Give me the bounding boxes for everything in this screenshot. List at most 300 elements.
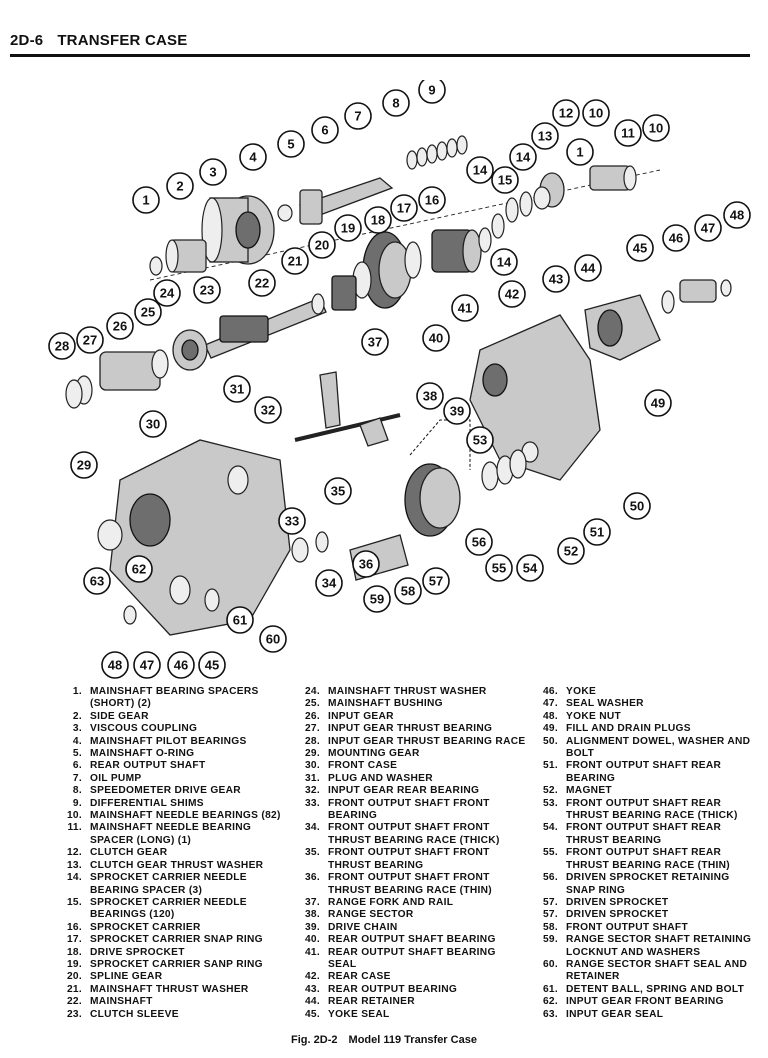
- part-description: RANGE SECTOR SHAFT SEAL AND: [566, 958, 748, 970]
- parts-list-entry: [294, 885, 544, 897]
- callout-label: 20: [314, 237, 330, 253]
- callout-label: 10: [648, 120, 664, 136]
- spacer-drawing: [150, 257, 162, 275]
- callout-label: 56: [471, 534, 487, 550]
- callout-label: 46: [668, 230, 684, 246]
- rear-retainer-drawing: [585, 280, 731, 360]
- parts-list-entry: [294, 711, 544, 723]
- callout-38: [417, 383, 443, 409]
- part-number: 26.: [304, 710, 320, 722]
- callout-label: 10: [588, 105, 604, 121]
- part-number: 45.: [304, 1008, 320, 1020]
- callout-53: [467, 427, 493, 453]
- part-description: SPROCKET CARRIER: [90, 921, 201, 933]
- spline-gear-drawing: [332, 276, 356, 310]
- callout-54: [517, 555, 543, 581]
- callout-34: [316, 570, 342, 596]
- parts-list-entry: [294, 996, 544, 1008]
- part-number: 40.: [304, 934, 320, 946]
- callout-29: [71, 452, 97, 478]
- parts-list-entry: [294, 872, 544, 884]
- callout-15: [492, 167, 518, 193]
- part-description: RETAINER: [566, 971, 620, 983]
- part-number: 38.: [304, 909, 320, 921]
- callout-45: [627, 235, 653, 261]
- parts-list-entry: [522, 947, 762, 959]
- parts-list-entry: [36, 785, 282, 797]
- callout-47: [695, 215, 721, 241]
- part-description: RANGE SECTOR: [328, 909, 414, 921]
- part-number: 1.: [72, 686, 82, 697]
- part-description: THRUST BEARING RACE (THIN): [566, 859, 730, 871]
- parts-list-entry: [294, 922, 544, 934]
- part-description: DRIVEN SPROCKET RETAINING: [566, 872, 730, 884]
- part-description: PLUG AND WASHER: [328, 772, 433, 784]
- part-description: SPROCKET CARRIER NEEDLE: [90, 872, 247, 884]
- parts-list-entry: [522, 922, 762, 934]
- parts-list-entry: [522, 785, 762, 797]
- parts-list-entry: [522, 723, 762, 735]
- callout-41: [452, 295, 478, 321]
- part-description: FRONT OUTPUT SHAFT FRONT: [328, 822, 490, 834]
- part-description: DRIVE SPROCKET: [90, 946, 185, 958]
- callout-label: 35: [330, 483, 346, 499]
- part-description: FRONT OUTPUT SHAFT: [566, 921, 688, 933]
- callout-label: 8: [392, 95, 400, 111]
- callout-label: 39: [449, 403, 465, 419]
- part-description: FRONT OUTPUT SHAFT REAR: [566, 822, 722, 834]
- callout-5: [278, 131, 304, 157]
- parts-list-entry: [522, 860, 762, 872]
- parts-list-entry: [36, 984, 282, 996]
- callout-label: 61: [232, 612, 248, 628]
- callout-37: [362, 329, 388, 355]
- callout-24: [154, 280, 180, 306]
- part-description: MAINSHAFT NEEDLE BEARING: [90, 822, 252, 834]
- parts-list-entry: [294, 959, 544, 971]
- part-number: 3.: [72, 723, 82, 735]
- part-number: 8.: [72, 785, 82, 797]
- callout-label: 3: [209, 164, 217, 180]
- callout-label: 46: [173, 657, 189, 673]
- callout-label: 28: [54, 338, 70, 354]
- callout-35: [325, 478, 351, 504]
- callout-14: [491, 249, 517, 275]
- part-number: 42.: [304, 971, 320, 983]
- part-number: [522, 748, 566, 760]
- callout-label: 1: [576, 144, 584, 160]
- callout-50: [624, 493, 650, 519]
- parts-list-entry: [522, 959, 762, 971]
- callout-label: 30: [145, 416, 161, 432]
- part-number: 30.: [304, 760, 320, 772]
- callout-47: [134, 652, 160, 678]
- parts-list-entry: [294, 1009, 544, 1021]
- parts-list-entry: [36, 897, 282, 909]
- parts-list-entry: [36, 860, 282, 872]
- callout-7: [345, 103, 371, 129]
- callout-label: 13: [537, 128, 553, 144]
- callout-label: 49: [650, 395, 666, 411]
- part-description: MOUNTING GEAR: [328, 748, 420, 760]
- part-description: BEARING: [328, 810, 378, 822]
- parts-list-entry: [294, 810, 544, 822]
- part-number: 56.: [542, 872, 558, 884]
- callout-58: [395, 578, 421, 604]
- parts-list-entry: [522, 822, 762, 834]
- callout-16: [419, 187, 445, 213]
- part-description: SIDE GEAR: [90, 710, 149, 722]
- part-description: FRONT CASE: [328, 760, 398, 772]
- parts-list-entry: [522, 971, 762, 983]
- part-number: [522, 860, 566, 872]
- part-description: SPROCKET CARRIER NEEDLE: [90, 896, 247, 908]
- parts-list-entry: [522, 748, 762, 760]
- callout-label: 50: [629, 498, 645, 514]
- part-description: BEARINGS (120): [90, 909, 175, 921]
- parts-list-entry: [294, 760, 544, 772]
- part-number: 24.: [304, 686, 320, 697]
- part-description: REAR OUTPUT SHAFT BEARING: [328, 934, 496, 946]
- part-description: (SHORT) (2): [90, 698, 152, 710]
- part-number: 51.: [542, 760, 558, 772]
- part-description: REAR OUTPUT SHAFT BEARING: [328, 946, 496, 958]
- callout-label: 23: [199, 282, 215, 298]
- part-number: [522, 971, 566, 983]
- callout-57: [423, 568, 449, 594]
- part-number: 33.: [304, 797, 320, 809]
- callout-4: [240, 144, 266, 170]
- part-description: CLUTCH GEAR: [90, 847, 168, 859]
- part-number: [294, 885, 328, 897]
- callout-label: 37: [367, 334, 383, 350]
- part-number: [522, 773, 566, 785]
- parts-list-entry: [36, 971, 282, 983]
- part-description: INPUT GEAR FRONT BEARING: [566, 996, 724, 1008]
- part-description: VISCOUS COUPLING: [90, 723, 198, 735]
- callout-label: 7: [354, 108, 362, 124]
- parts-list-entry: [522, 909, 762, 921]
- callout-label: 57: [428, 573, 444, 589]
- parts-list-entry: [36, 760, 282, 772]
- callout-56: [466, 529, 492, 555]
- callout-label: 58: [400, 583, 416, 599]
- parts-list-entry: [522, 847, 762, 859]
- callout-13: [532, 123, 558, 149]
- parts-column-2: [294, 686, 544, 1021]
- parts-list-entry: [294, 835, 544, 847]
- callout-label: 16: [424, 192, 440, 208]
- callout-label: 21: [287, 253, 303, 269]
- range-fork-drawing: [295, 372, 400, 446]
- part-number: 19.: [66, 958, 82, 970]
- callout-label: 62: [131, 561, 147, 577]
- callout-label: 18: [370, 212, 386, 228]
- part-description: THRUST BEARING RACE (THICK): [566, 810, 738, 822]
- callout-59: [364, 586, 390, 612]
- callout-label: 48: [107, 657, 123, 673]
- parts-list-entry: [294, 897, 544, 909]
- callout-26: [107, 313, 133, 339]
- callout-label: 45: [632, 240, 648, 256]
- header-rule: [10, 54, 750, 57]
- part-number: 2.: [72, 710, 82, 722]
- part-number: 43.: [304, 983, 320, 995]
- callout-33: [279, 508, 305, 534]
- page-number: 2D-6: [10, 32, 44, 49]
- parts-list-entry: [36, 723, 282, 735]
- callout-label: 17: [396, 200, 412, 216]
- callout-label: 45: [204, 657, 220, 673]
- part-description: YOKE SEAL: [328, 1008, 390, 1020]
- parts-list-entry: [522, 698, 762, 710]
- part-description: THRUST BEARING RACE (THIN): [328, 884, 492, 896]
- callout-label: 59: [369, 591, 385, 607]
- parts-list-entry: [36, 922, 282, 934]
- part-number: 11.: [67, 822, 82, 834]
- parts-list-entry: [36, 748, 282, 760]
- parts-list-entry: [294, 847, 544, 859]
- part-description: SEAL: [328, 958, 357, 970]
- callout-45: [199, 652, 225, 678]
- figure-number: Fig. 2D-2: [291, 1034, 338, 1046]
- part-number: 62.: [542, 996, 558, 1008]
- part-description: FRONT OUTPUT SHAFT FRONT: [328, 872, 490, 884]
- part-description: INPUT GEAR: [328, 710, 394, 722]
- part-number: 32.: [304, 785, 320, 797]
- parts-list-entry: [36, 711, 282, 723]
- part-number: 54.: [542, 822, 558, 834]
- callout-63: [84, 568, 110, 594]
- page-header: [10, 32, 760, 49]
- part-number: 29.: [304, 748, 320, 760]
- part-number: [294, 959, 328, 971]
- callout-62: [126, 556, 152, 582]
- viscous-coupling-drawing: [202, 196, 274, 264]
- part-description: REAR OUTPUT SHAFT: [90, 760, 206, 772]
- callout-label: 32: [260, 402, 276, 418]
- part-number: 21.: [66, 983, 82, 995]
- parts-list-entry: [294, 934, 544, 946]
- part-description: SNAP RING: [566, 884, 626, 896]
- parts-list: [36, 686, 766, 1031]
- part-description: RANGE FORK AND RAIL: [328, 896, 454, 908]
- parts-list-entry: [522, 934, 762, 946]
- part-number: 49.: [542, 723, 558, 735]
- callout-label: 11: [621, 125, 635, 141]
- callout-20: [309, 232, 335, 258]
- callout-label: 41: [457, 300, 473, 316]
- callout-label: 4: [249, 149, 257, 165]
- part-number: 63.: [542, 1008, 558, 1020]
- callout-28: [49, 333, 75, 359]
- parts-list-entry: [294, 822, 544, 834]
- parts-list-entry: [294, 947, 544, 959]
- rear-case-drawing: [470, 315, 600, 480]
- part-number: 27.: [304, 723, 320, 735]
- part-number: 9.: [72, 797, 82, 809]
- callout-52: [558, 538, 584, 564]
- part-description: MAINSHAFT BEARING SPACERS: [90, 686, 259, 697]
- parts-list-entry: [294, 686, 544, 698]
- callout-40: [423, 325, 449, 351]
- part-description: SEAL WASHER: [566, 698, 644, 710]
- part-description: MAINSHAFT O-RING: [90, 748, 195, 760]
- callout-44: [575, 255, 601, 281]
- parts-list-entry: [36, 996, 282, 1008]
- parts-list-entry: [36, 1009, 282, 1021]
- part-number: 39.: [304, 921, 320, 933]
- callout-label: 55: [491, 560, 507, 576]
- callout-1: [133, 187, 159, 213]
- callout-55: [486, 555, 512, 581]
- clutch-gear-drawing: [534, 166, 636, 209]
- part-number: 44.: [304, 996, 320, 1008]
- callout-31: [224, 376, 250, 402]
- figure-title: Model 119 Transfer Case: [348, 1034, 477, 1046]
- part-number: 16.: [66, 921, 82, 933]
- parts-list-entry: [36, 872, 282, 884]
- part-description: CLUTCH GEAR THRUST WASHER: [90, 859, 264, 871]
- parts-list-entry: [522, 984, 762, 996]
- part-number: 50.: [542, 735, 558, 747]
- callout-46: [663, 225, 689, 251]
- mainshaft-drawing: [205, 294, 326, 358]
- part-number: 10.: [66, 810, 82, 822]
- callout-label: 63: [89, 573, 105, 589]
- callout-label: 15: [497, 172, 513, 188]
- callout-label: 12: [558, 105, 574, 121]
- part-description: THRUST BEARING RACE (THICK): [328, 834, 500, 846]
- part-number: 7.: [72, 772, 82, 784]
- part-number: 17.: [66, 934, 82, 946]
- callout-label: 48: [729, 207, 745, 223]
- section-title: TRANSFER CASE: [57, 32, 188, 49]
- part-number: 12.: [66, 847, 82, 859]
- parts-list-entry: [294, 748, 544, 760]
- parts-list-entry: [294, 698, 544, 710]
- part-description: YOKE: [566, 686, 597, 697]
- callout-label: 47: [700, 220, 716, 236]
- callout-21: [282, 248, 308, 274]
- parts-list-entry: [36, 909, 282, 921]
- part-description: FRONT OUTPUT SHAFT REAR: [566, 760, 722, 772]
- part-description: DIFFERENTIAL SHIMS: [90, 797, 204, 809]
- parts-list-entry: [522, 798, 762, 810]
- part-number: [294, 860, 328, 872]
- callout-11: [615, 120, 641, 146]
- parts-list-entry: [36, 822, 282, 834]
- callout-label: 26: [112, 318, 128, 334]
- part-description: ALIGNMENT DOWEL, WASHER AND: [566, 735, 751, 747]
- callout-label: 42: [504, 286, 520, 302]
- part-number: 58.: [542, 921, 558, 933]
- callout-label: 38: [422, 388, 438, 404]
- parts-list-entry: [36, 847, 282, 859]
- part-description: BOLT: [566, 748, 595, 760]
- part-number: [36, 698, 90, 710]
- callout-30: [140, 411, 166, 437]
- callout-19: [335, 215, 361, 241]
- parts-list-entry: [522, 872, 762, 884]
- part-description: BEARING: [566, 772, 616, 784]
- callout-61: [227, 607, 253, 633]
- callout-label: 6: [321, 122, 329, 138]
- shim-stack-drawing: [407, 136, 467, 169]
- part-description: INPUT GEAR THRUST BEARING: [328, 723, 493, 735]
- parts-list-entry: [522, 1009, 762, 1021]
- parts-list-entry: [294, 798, 544, 810]
- callout-8: [383, 90, 409, 116]
- parts-list-entry: [522, 711, 762, 723]
- callout-label: 33: [284, 513, 300, 529]
- callout-46: [168, 652, 194, 678]
- part-number: [522, 810, 566, 822]
- part-number: 5.: [72, 748, 82, 760]
- callout-label: 29: [76, 457, 92, 473]
- part-number: [294, 810, 328, 822]
- callout-label: 52: [563, 543, 579, 559]
- part-description: FRONT OUTPUT SHAFT REAR: [566, 797, 722, 809]
- part-description: REAR OUTPUT BEARING: [328, 983, 458, 995]
- callout-label: 60: [265, 631, 281, 647]
- callout-10: [583, 100, 609, 126]
- part-description: DETENT BALL, SPRING AND BOLT: [566, 983, 745, 995]
- parts-list-entry: [36, 686, 282, 698]
- callout-label: 31: [229, 381, 245, 397]
- part-number: [522, 947, 566, 959]
- part-number: 31.: [304, 772, 320, 784]
- part-description: RANGE SECTOR SHAFT RETAINING: [566, 934, 752, 946]
- part-number: 20.: [66, 971, 82, 983]
- parts-column-3: [522, 686, 762, 1021]
- callout-label: 14: [515, 149, 531, 165]
- part-description: SPLINE GEAR: [90, 971, 163, 983]
- callout-48: [724, 202, 750, 228]
- part-description: MAINSHAFT NEEDLE BEARINGS (82): [90, 810, 281, 822]
- callout-label: 27: [82, 332, 98, 348]
- parts-list-entry: [522, 897, 762, 909]
- side-gear-drawing: [166, 240, 206, 272]
- callout-label: 36: [358, 556, 374, 572]
- callout-label: 25: [140, 304, 156, 320]
- parts-list-entry: [36, 798, 282, 810]
- parts-list-entry: [522, 760, 762, 772]
- callout-9: [419, 80, 445, 103]
- part-number: [522, 885, 566, 897]
- part-description: MAINSHAFT THRUST WASHER: [90, 983, 249, 995]
- part-description: DRIVEN SPROCKET: [566, 896, 669, 908]
- callout-label: 2: [176, 178, 184, 194]
- parts-list-entry: [294, 736, 544, 748]
- drive-chain-drawing: [410, 420, 470, 470]
- part-number: 36.: [304, 872, 320, 884]
- callout-12: [553, 100, 579, 126]
- part-number: 28.: [304, 735, 320, 747]
- callout-6: [312, 117, 338, 143]
- part-description: LOCKNUT AND WASHERS: [566, 946, 701, 958]
- part-description: FILL AND DRAIN PLUGS: [566, 723, 691, 735]
- part-description: CLUTCH SLEEVE: [90, 1008, 179, 1020]
- part-description: DRIVEN SPROCKET: [566, 909, 669, 921]
- callout-label: 47: [139, 657, 155, 673]
- part-number: 18.: [66, 946, 82, 958]
- parts-list-entry: [294, 723, 544, 735]
- part-number: 14.: [66, 872, 82, 884]
- callout-label: 22: [254, 275, 270, 291]
- part-number: 37.: [304, 896, 320, 908]
- part-description: SPACER (LONG) (1): [90, 834, 192, 846]
